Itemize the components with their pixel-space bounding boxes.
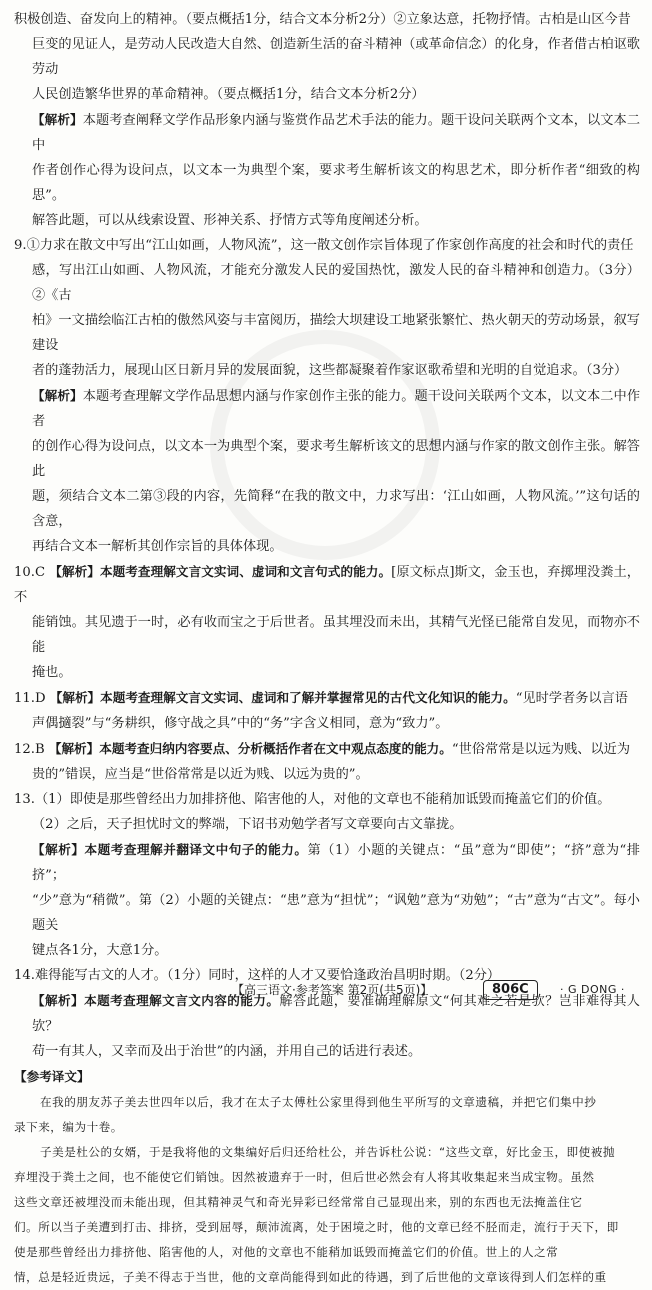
analysis-bold: 【参考译文】 xyxy=(14,1069,90,1084)
footer-paper-code: 806C xyxy=(483,980,538,1000)
analysis-bold: 【解析】 xyxy=(32,112,83,127)
line-text: 本题考查阐释文学作品形象内涵与鉴赏作品艺术手法的能力。题干设问关联两个文本，以文本二中 xyxy=(32,113,641,153)
line-text: 能销蚀。其见遗于一时，必有收而宝之于后世者。虽其埋没而未出，其精气光怪已能常自发见，而物亦不能 xyxy=(32,615,640,655)
answer-line xyxy=(14,685,640,711)
line-text: 的创作心得为设问点，以文本一为典型个案，要求考生解析该文的思想内涵与作家的散文创作主张。解答此 xyxy=(32,439,640,479)
answer-line xyxy=(14,383,640,434)
answer-line xyxy=(14,837,640,888)
translation-line: 在我的朋友苏子美去世四年以后，我才在太子太傅杜公家里得到他生平所写的文章遗稿，并把它们集中抄 xyxy=(40,1095,597,1109)
line-text: 键点各1分，大意1分。 xyxy=(32,943,168,958)
line-text: 再结合文本一解析其创作宗旨的具体体现。 xyxy=(32,539,283,554)
analysis-bold: 【解析】本题考查归纳内容要点、分析概括作者在文中观点态度的能力。 xyxy=(48,741,452,756)
line-text: 9.①力求在散文中写出“江山如画，人物风流”，这一散文创作宗旨体现了作家创作高度的社会和时代的责任 xyxy=(14,238,634,253)
line-text: 第（1）小题的关键点：“虽”意为“即使”；“挤”意为“排挤”； xyxy=(32,843,640,883)
translation-line: 子美是杜公的女婿，于是我将他的文集编好后归还给杜公，并告诉杜公说：“这些文章，好比金玉，即使被抛 xyxy=(40,1145,615,1159)
answer-line xyxy=(14,1039,640,1064)
answer-line xyxy=(14,736,640,762)
answer-line xyxy=(14,559,640,610)
analysis-bold: 【解析】本题考查理解并翻译文中句子的能力。 xyxy=(32,842,308,857)
line-text: 积极创造、奋发向上的精神。（要点概括1分，结合文本分析2分）②立象达意，托物抒情。古柏是山区今昔 xyxy=(14,12,631,27)
translation-line: 情，总是轻近贵远，子美不得志于当世，他的文章尚能得到如此的待遇，到了后世他的文章该得到人们怎样的重 xyxy=(14,1270,607,1284)
translation-line: 弃埋没于粪土之间，也不能使它们销蚀。因然被遗弃于一时，但后世必然会有人将其收集起来当成宝物。虽然 xyxy=(14,1170,595,1184)
line-text: 解答此题，可以从线索设置、形神关系、抒情方式等角度阐述分析。 xyxy=(32,213,428,228)
line-text: 者的蓬勃活力，展现山区日新月异的发展面貌，这些都凝聚着作家讴歌希望和光明的自觉追求。（3分） xyxy=(32,363,628,378)
analysis-bold: 【解析】本题考查理解文言文实词、虚词和了解并掌握常见的古代文化知识的能力。 xyxy=(49,690,516,705)
answer-line xyxy=(14,938,640,963)
translation-line: 使是那些曾经出力排挤他、陷害他的人，对他的文章也不能稍加诋毁而掩盖它们的价值。世上的人之常 xyxy=(14,1245,559,1259)
answer-line xyxy=(14,888,640,938)
line-text: 苟一有其人，又幸而及出于治世”的内涵，并用自己的话进行表述。 xyxy=(32,1044,422,1059)
answer-line xyxy=(14,711,640,736)
translation-line: 们。所以当子美遭到打击、排挤，受到屈辱，颠沛流离，处于困境之时，他的文章已经不胫而走，流行于天下，即 xyxy=(14,1220,619,1234)
line-text: 巨变的见证人，是劳动人民改造大自然、创造新生活的奋斗精神（或革命信念）的化身，作者借古柏讴歌劳动 xyxy=(32,37,640,77)
analysis-bold: 【解析】本题考查理解文言文实词、虚词和文言句式的能力。 xyxy=(49,564,392,579)
line-text: 掩也。 xyxy=(32,665,72,680)
answer-line xyxy=(14,82,640,107)
line-text: “见时学者务以言语 xyxy=(515,691,628,706)
answer-line xyxy=(14,208,640,233)
analysis-bold: 【解析】 xyxy=(32,388,83,403)
answer-line xyxy=(14,32,640,82)
answer-line xyxy=(14,158,640,208)
answer-content xyxy=(14,7,640,1290)
line-text: “少”意为“稍微”。第（2）小题的关键点：“患”意为“担忧”；“讽勉”意为“劝勉”；“古”意为“古文”。每小题关 xyxy=(32,893,640,933)
translation-line: 录下来，编为十卷。 xyxy=(14,1120,123,1134)
answer-line xyxy=(14,660,640,685)
item-number: 11.D xyxy=(14,691,50,706)
answer-line xyxy=(14,7,640,32)
line-text: 柏》一文描绘临江古柏的傲然风姿与丰富阅历，描绘大坝建设工地紧张繁忙、热火朝天的劳动场景，叙写建设 xyxy=(32,313,640,353)
footer-page-info: 【高三语文·参考答案 第2页(共5页)】 xyxy=(232,983,433,997)
answer-line xyxy=(14,610,640,660)
line-text: 贵的”错误，应当是“世俗常常是以近为贱、以远为贵的”。 xyxy=(32,767,369,782)
footer-brand: · G DONG · xyxy=(560,983,625,996)
line-text: 本题考查理解文学作品思想内涵与作家创作主张的能力。题干设问关联两个文本，以文本二中作者 xyxy=(32,389,641,429)
answer-line xyxy=(14,787,640,812)
answer-line xyxy=(14,812,640,837)
answer-line xyxy=(14,762,640,787)
line-text: 感，写出江山如画、人物风流，才能充分激发人民的爱国热忱，激发人民的奋斗精神和创造力。（3分）②《古 xyxy=(32,263,640,303)
line-text: 声偶擿裂”与“务耕织，修守战之具”中的“务”字含义相同，意为“致力”。 xyxy=(32,716,449,731)
answer-line xyxy=(14,233,640,258)
line-text: 解答此题，要准确理解原文“何其难之若是欤？岂非难得其人欤？ xyxy=(32,994,640,1034)
answer-line xyxy=(14,534,640,559)
line-text: [原文标点]斯文，金玉也，弃掷埋没粪土，不 xyxy=(14,565,640,605)
answer-line xyxy=(14,308,640,358)
answer-line xyxy=(14,484,640,534)
answer-line xyxy=(14,1064,640,1090)
line-text: 作者创作心得为设问点，以文本一为典型个案，要求考生解析该文的构思艺术，即分析作者“细致的构思”。 xyxy=(32,163,640,203)
line-text: 人民创造繁华世界的革命精神。（要点概括1分，结合文本分析2分） xyxy=(32,87,425,102)
line-text: 13.（1）即使是那些曾经出力加排挤他、陷害他的人，对他的文章也不能稍加诋毁而掩盖它们的价值。 xyxy=(14,792,611,807)
line-text: （2）之后，天子担忧时文的弊端，下诏书劝勉学者写文章要向古文靠拢。 xyxy=(32,817,463,832)
line-text: “世俗常常是以远为贱、以近为 xyxy=(451,742,631,757)
item-number: 12.B xyxy=(14,742,49,757)
line-text: 14.难得能写古文的人才。（1分）同时，这样的人才又要恰逢政治昌明时期。（2分） xyxy=(14,968,501,983)
answer-line xyxy=(14,107,640,158)
line-text: 题，须结合文本二第③段的内容，先简释“在我的散文中，力求写出：‘江山如画，人物风流。’”这句话的含意， xyxy=(32,489,640,529)
answer-line xyxy=(14,258,640,308)
translation-line: 这些文章还被埋没而未能出现，但其精神灵气和奇光异彩已经常常自己显现出来，别的东西也无法掩盖住它 xyxy=(14,1195,583,1209)
answer-line xyxy=(14,358,640,383)
answer-line xyxy=(14,434,640,484)
analysis-bold: 【解析】本题考查理解文言文内容的能力。 xyxy=(32,993,280,1008)
page-footer xyxy=(0,977,652,1003)
item-number: 10.C xyxy=(14,565,50,580)
